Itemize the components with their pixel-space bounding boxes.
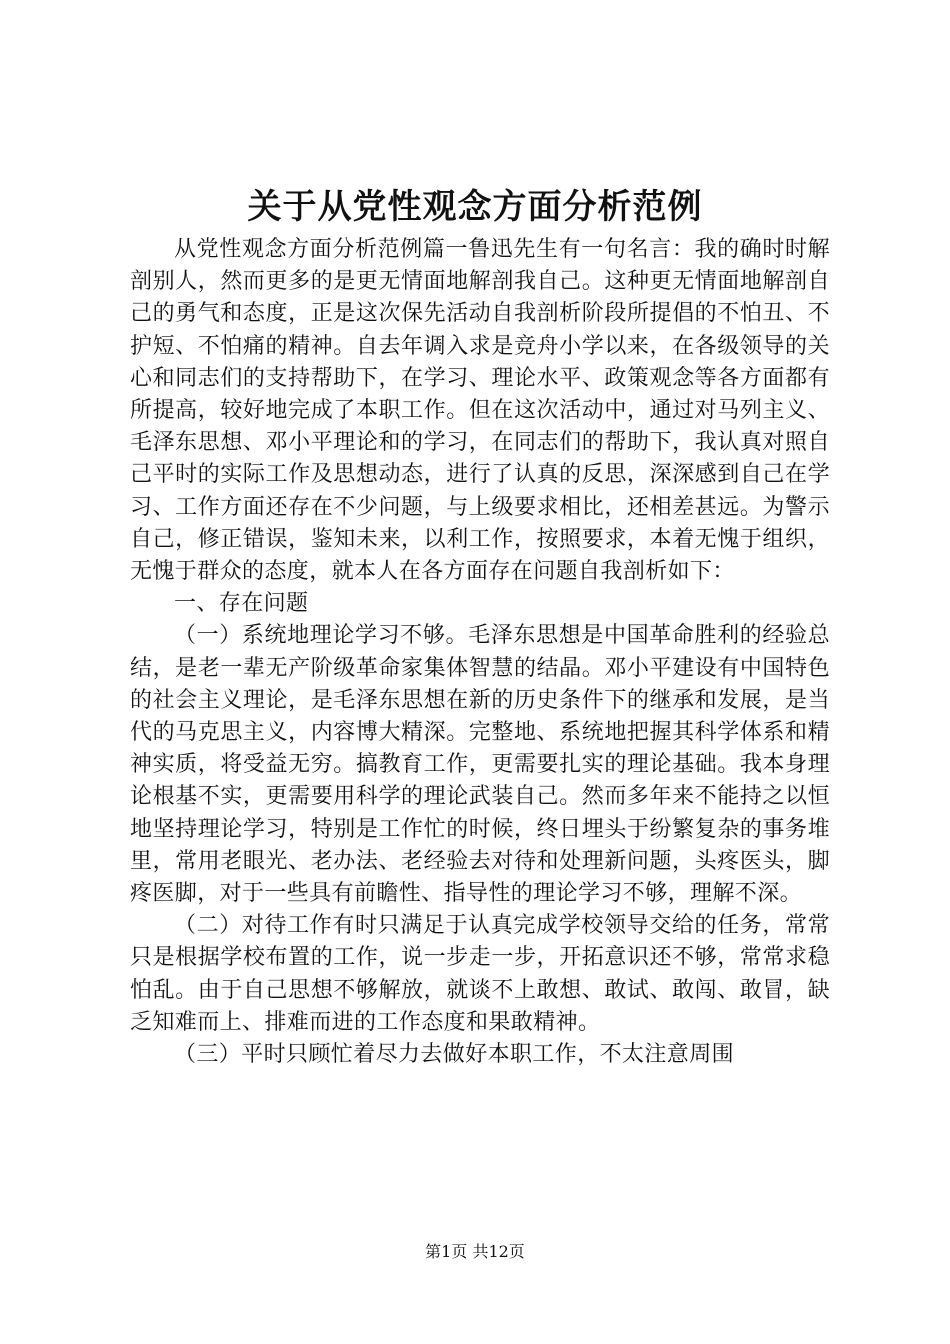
document-title: 关于从党性观念方面分析范例 xyxy=(247,187,703,227)
paragraph-item-3: （三）平时只顾忙着尽力去做好本职工作，不太注意周围 xyxy=(174,1042,735,1068)
page-number-footer: 第1页 共12页 xyxy=(425,1242,525,1261)
document-body xyxy=(130,234,830,1071)
section-heading-problems: 一、存在问题 xyxy=(174,591,309,617)
paragraph-item-2: （二）对待工作有时只满足于认真完成学校领导交给的任务，常常只是根据学校布置的工作，说一步走一步，开拓意识还不够，常常求稳怕乱。由于自己思想不够解放，就谈不上敢想、敢试、敢闯、敢冒，缺乏知难而上、排难而进的工作态度和果敢精神。 xyxy=(130,913,830,1035)
paragraph-intro: 从党性观念方面分析范例篇一鲁迅先生有一句名言：我的确时时解剖别人，然而更多的是更无情面地解剖我自己。这种更无情面地解剖自己的勇气和态度，正是这次保先活动自我剖析阶段所提倡的不怕丑、不护短、不怕痛的精神。自去年调入求是竞舟小学以来，在各级领导的关心和同志们的支持帮助下，在学习、理论水平、政策观念等各方面都有所提高，较好地完成了本职工作。但在这次活动中，通过对马列主义、毛泽东思想、邓小平理论和的学习，在同志们的帮助下，我认真对照自己平时的实际工作及思想动态，进行了认真的反思，深深感到自己在学习、工作方面还存在不少问题，与上级要求相比，还相差甚远。为警示自己，修正错误，鉴知未来，以利工作，按照要求，本着无愧于组织，无愧于群众的态度，就本人在各方面存在问题自我剖析如下： xyxy=(130,237,830,585)
paragraph-item-1: （一）系统地理论学习不够。毛泽东思想是中国革命胜利的经验总结，是老一辈无产阶级革命家集体智慧的结晶。邓小平建设有中国特色的社会主义理论，是毛泽东思想在新的历史条件下的继承和发展，是当代的马克思主义，内容博大精深。完整地、系统地把握其科学体系和精神实质，将受益无穷。搞教育工作，更需要扎实的理论基础。我本身理论根基不实，更需要用科学的理论武装自己。然而多年来不能持之以恒地坚持理论学习，特别是工作忙的时候，终日埋头于纷繁复杂的事务堆里，常用老眼光、老办法、老经验去对待和处理新问题，头疼医头，脚疼医脚，对于一些具有前瞻性、指导性的理论学习不够，理解不深。 xyxy=(130,623,830,907)
